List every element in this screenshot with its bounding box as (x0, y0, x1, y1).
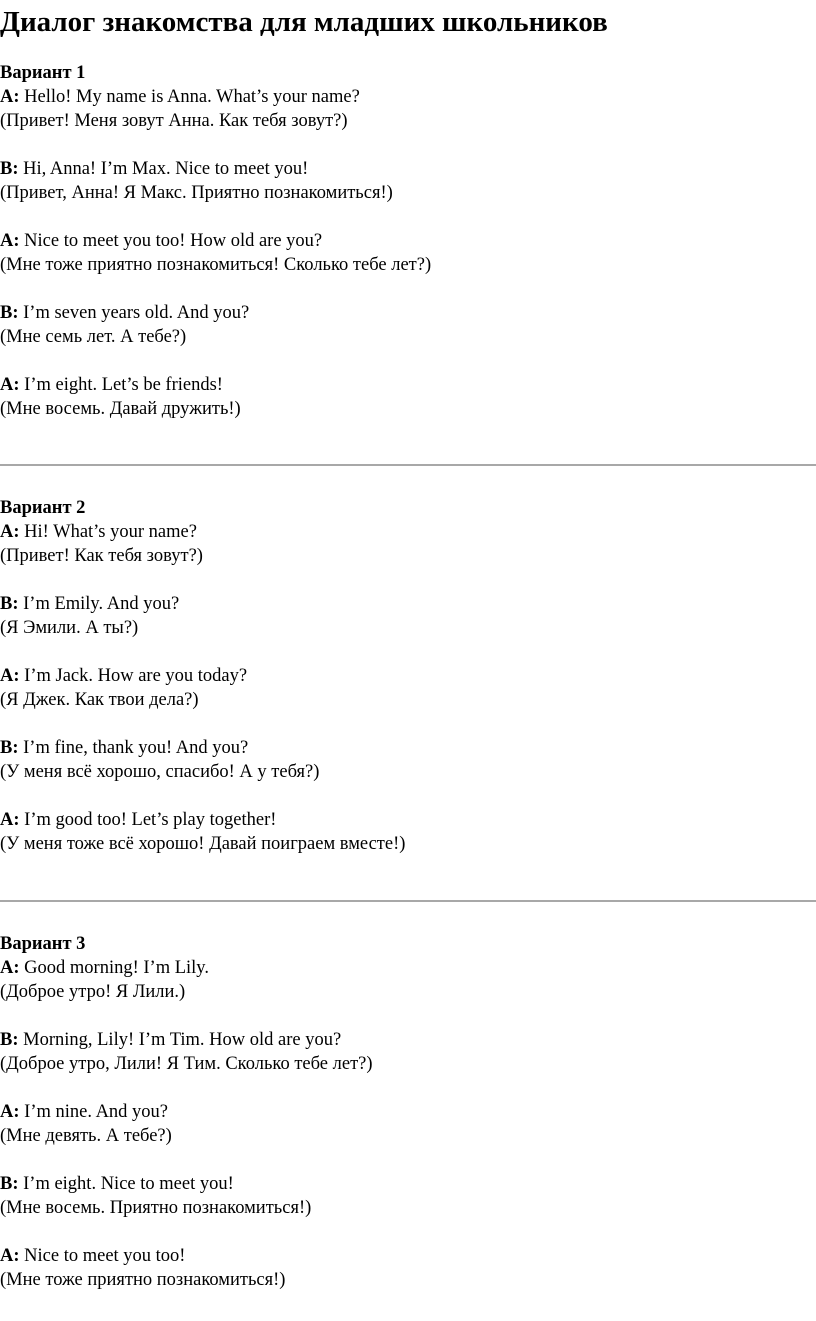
english-text: I’m eight. Nice to meet you! (23, 1174, 234, 1194)
english-line (0, 664, 816, 688)
english-text: I’m nine. And you? (24, 1102, 169, 1122)
speaker-label: A: (0, 1102, 20, 1122)
russian-translation: (Мне восемь. Приятно познакомиться!) (0, 1198, 312, 1218)
dialog-turn (0, 85, 816, 133)
russian-translation: (Доброе утро, Лили! Я Тим. Сколько тебе лет?) (0, 1054, 373, 1074)
speaker-label: B: (0, 1174, 19, 1194)
speaker-label: A: (0, 666, 20, 686)
russian-translation: (Мне семь лет. А тебе?) (0, 327, 187, 347)
document-title: Диалог знакомства для младших школьников (0, 6, 608, 38)
variant-3 (0, 932, 816, 1292)
english-line (0, 808, 816, 832)
english-line (0, 1028, 816, 1052)
english-text: I’m Emily. And you? (23, 594, 180, 614)
russian-translation: (Привет! Как тебя зовут?) (0, 546, 203, 566)
dialog-turn (0, 1100, 816, 1148)
english-text: I’m seven years old. And you? (23, 303, 250, 323)
english-text: Morning, Lily! I’m Tim. How old are you? (23, 1030, 342, 1050)
russian-translation: (Привет, Анна! Я Макс. Приятно познакомиться!) (0, 183, 393, 203)
russian-translation: (Мне тоже приятно познакомиться! Сколько тебе лет?) (0, 255, 432, 275)
variant-heading: Вариант 1 (0, 63, 86, 83)
speaker-label: B: (0, 303, 19, 323)
dialog-turn (0, 592, 816, 640)
dialog-turn (0, 956, 816, 1004)
english-text: Hi, Anna! I’m Max. Nice to meet you! (23, 159, 309, 179)
dialog-turn (0, 1172, 816, 1220)
english-text: Good morning! I’m Lily. (24, 958, 209, 978)
english-line (0, 1244, 816, 1268)
dialog-turn (0, 520, 816, 568)
dialog-turn (0, 373, 816, 421)
speaker-label: A: (0, 231, 20, 251)
speaker-label: A: (0, 958, 20, 978)
russian-translation: (Мне девять. А тебе?) (0, 1126, 172, 1146)
variant-heading: Вариант 3 (0, 934, 86, 954)
speaker-label: A: (0, 375, 20, 395)
dialog-turn (0, 1244, 816, 1292)
dialog-turn (0, 229, 816, 277)
english-text: Hello! My name is Anna. What’s your name? (24, 87, 360, 107)
dialog-turn (0, 301, 816, 349)
russian-translation: (Привет! Меня зовут Анна. Как тебя зовут?) (0, 111, 348, 131)
russian-translation: (Мне восемь. Давай дружить!) (0, 399, 241, 419)
english-line (0, 85, 816, 109)
russian-translation: (Доброе утро! Я Лили.) (0, 982, 186, 1002)
english-line (0, 229, 816, 253)
variant-heading: Вариант 2 (0, 498, 86, 518)
english-line (0, 1100, 816, 1124)
speaker-label: B: (0, 594, 19, 614)
english-text: I’m fine, thank you! And you? (23, 738, 249, 758)
speaker-label: A: (0, 87, 20, 107)
russian-translation: (Я Эмили. А ты?) (0, 618, 139, 638)
speaker-label: A: (0, 522, 20, 542)
english-line (0, 301, 816, 325)
english-line (0, 1172, 816, 1196)
dialog-turn (0, 736, 816, 784)
english-line (0, 736, 816, 760)
dialog-turn (0, 808, 816, 856)
section-divider (0, 900, 816, 902)
russian-translation: (Я Джек. Как твои дела?) (0, 690, 199, 710)
english-text: Nice to meet you too! (24, 1246, 186, 1266)
speaker-label: B: (0, 159, 19, 179)
english-line (0, 520, 816, 544)
section-divider (0, 464, 816, 466)
english-line (0, 157, 816, 181)
variant-2 (0, 496, 816, 856)
russian-translation: (У меня тоже всё хорошо! Давай поиграем вместе!) (0, 834, 406, 854)
variant-1 (0, 61, 816, 421)
english-line (0, 956, 816, 980)
speaker-label: A: (0, 1246, 20, 1266)
dialog-turn (0, 664, 816, 712)
english-line (0, 373, 816, 397)
english-text: Hi! What’s your name? (24, 522, 197, 542)
russian-translation: (У меня всё хорошо, спасибо! А у тебя?) (0, 762, 320, 782)
english-text: I’m eight. Let’s be friends! (24, 375, 223, 395)
speaker-label: B: (0, 738, 19, 758)
speaker-label: A: (0, 810, 20, 830)
russian-translation: (Мне тоже приятно познакомиться!) (0, 1270, 286, 1290)
speaker-label: B: (0, 1030, 19, 1050)
english-text: Nice to meet you too! How old are you? (24, 231, 323, 251)
english-text: I’m Jack. How are you today? (24, 666, 248, 686)
english-text: I’m good too! Let’s play together! (24, 810, 277, 830)
english-line (0, 592, 816, 616)
dialog-turn (0, 157, 816, 205)
dialog-turn (0, 1028, 816, 1076)
